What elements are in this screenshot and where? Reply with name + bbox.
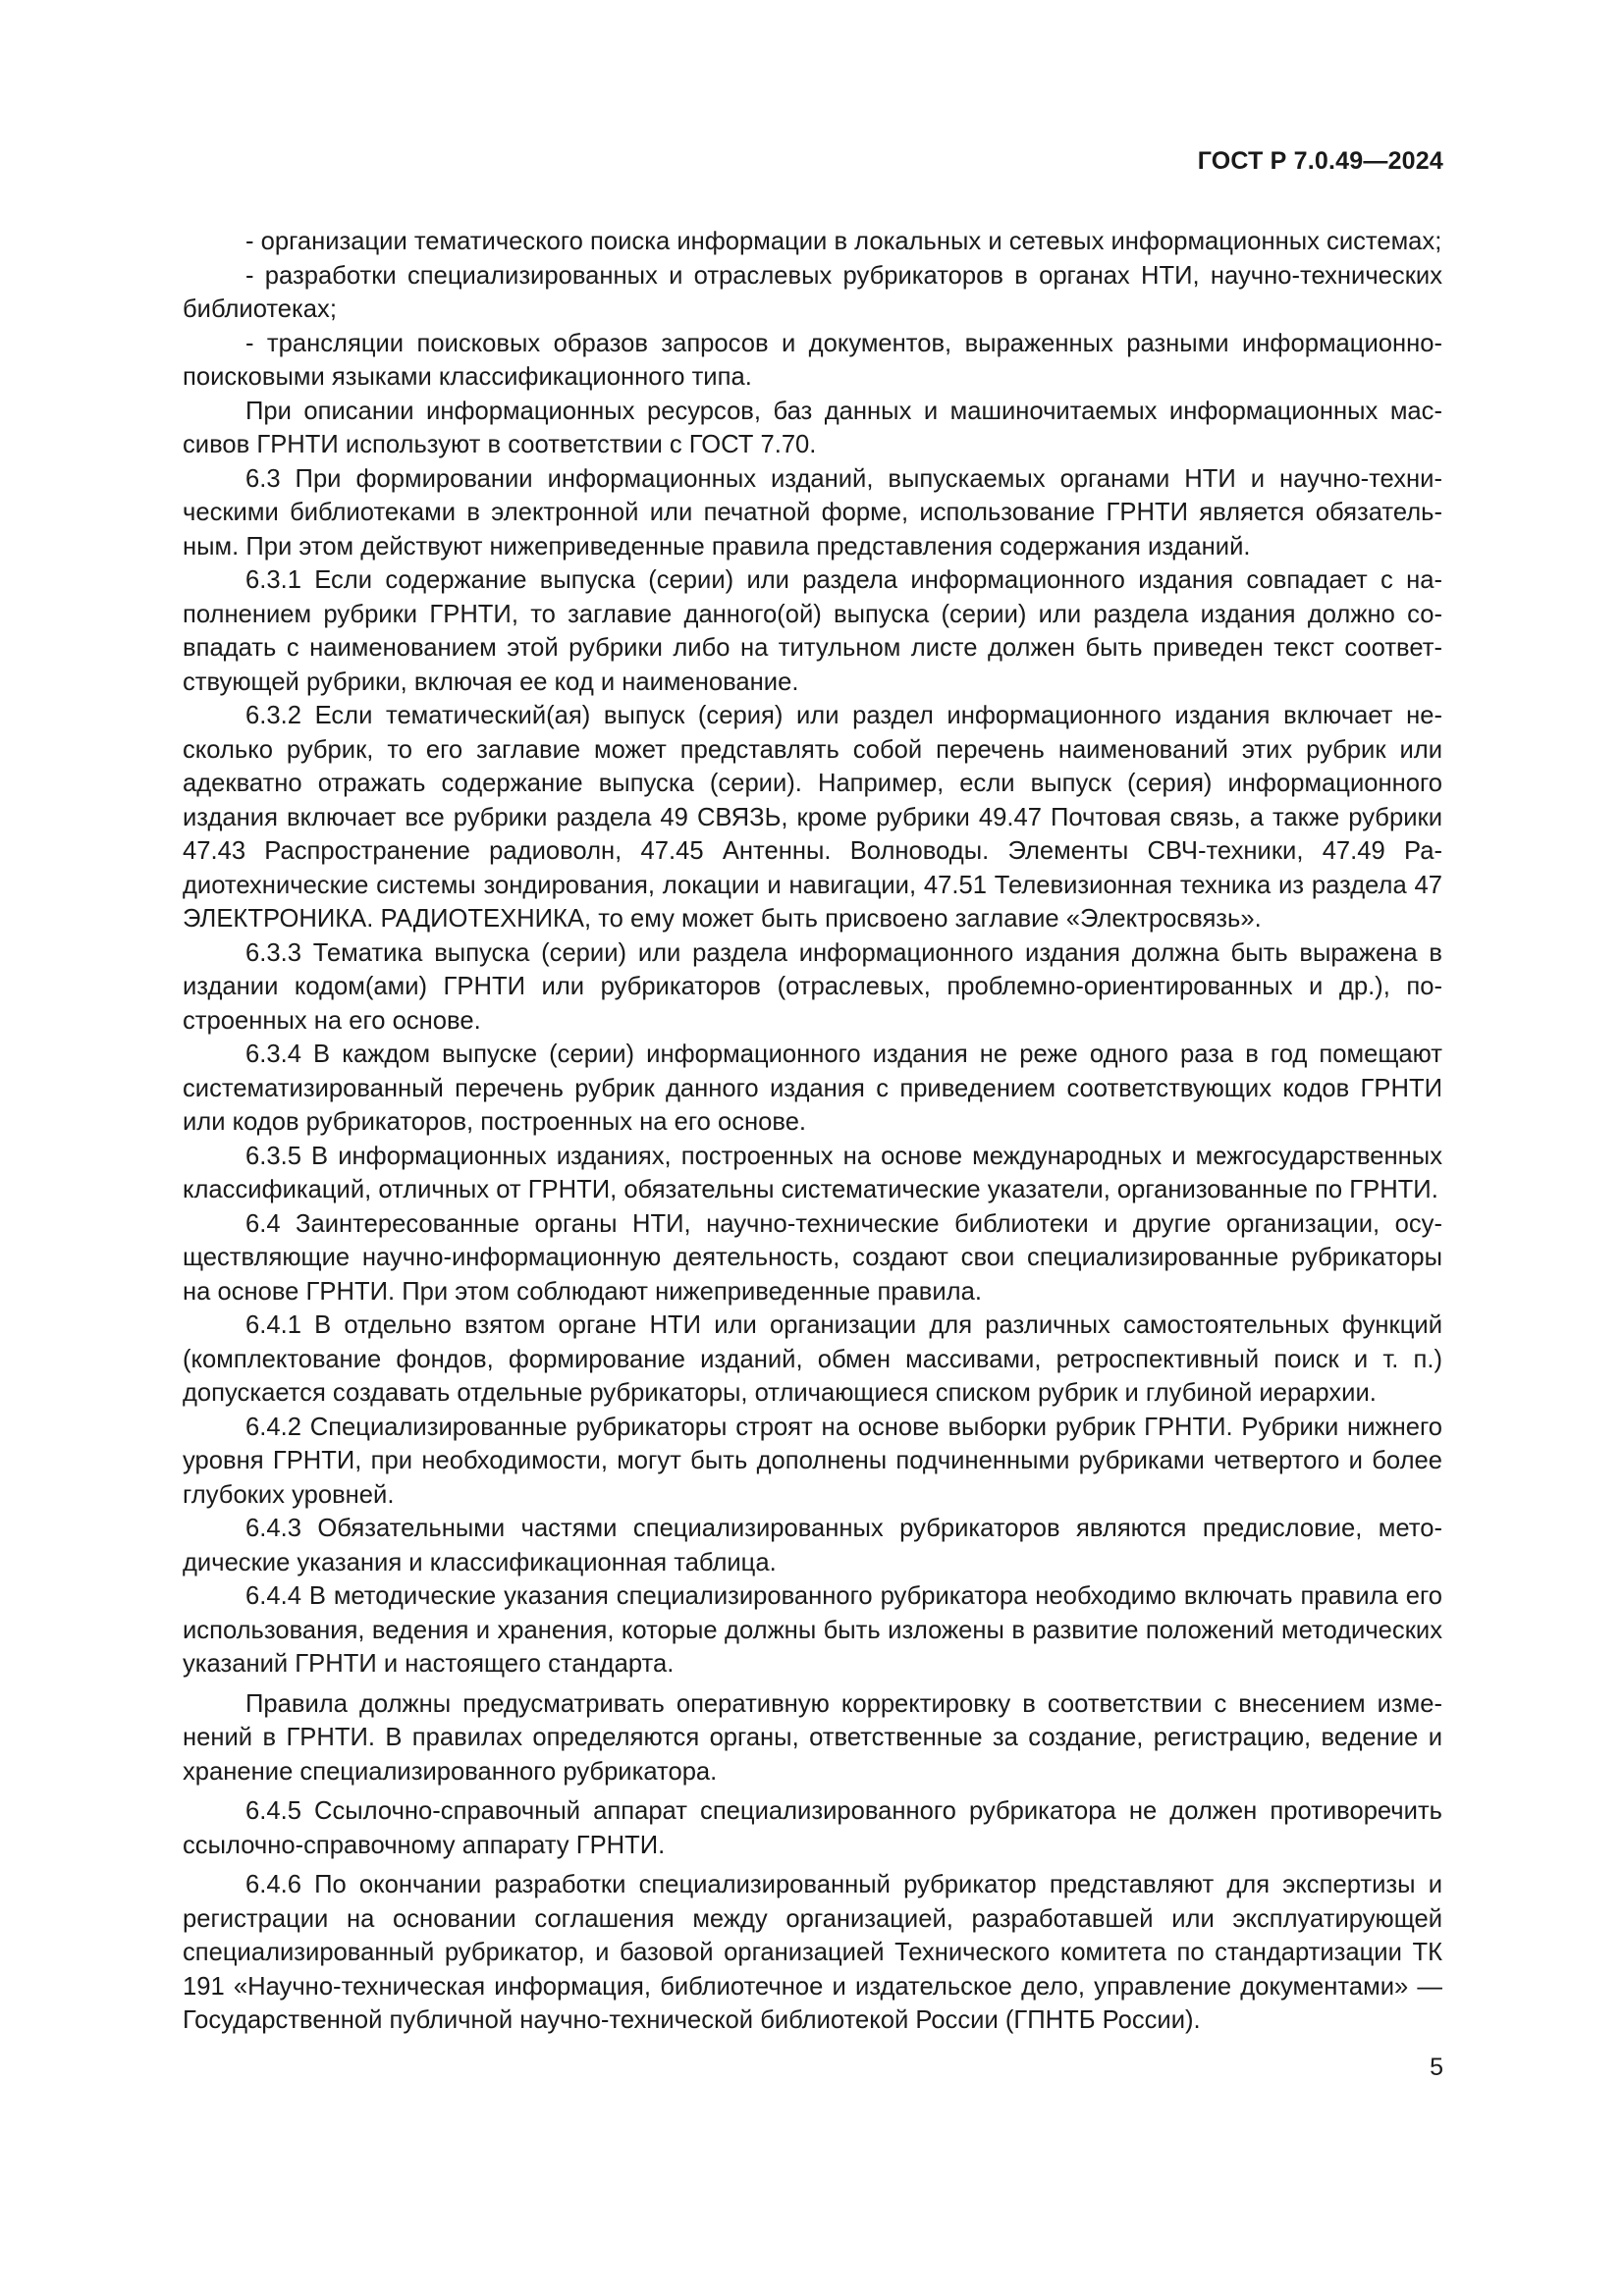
paragraph: - разработки специализированных и отраслевых рубрикаторов в органах НТИ, научно-технических библиотеках; bbox=[183, 261, 1442, 323]
paragraph: 6.3.2 Если тематический(ая) выпуск (серия) или раздел информационного издания включает несколько рубрик, то его заглавие может представлять собой перечень наименований этих рубрик или адекватно отражать содержание выпуска (серии). Например, если выпуск (серия) информационного издания включает все рубрики раздела 49 СВЯЗЬ, кроме рубрики 49.47 Почтовая связь, а также рубрики 47.43 Распространение радиоволн, 47.45 Антенны. Волноводы. Элементы СВЧ-техники, 47.49 Радиотехнические системы зондирования, локации и навигации, 47.51 Телевизионная техника из раздела 47 ЭЛЕКТРОНИКА. РАДИОТЕХНИКА, то ему может быть присвоено заглавие «Электросвязь». bbox=[183, 702, 1442, 933]
paragraph: 6.4.3 Обязательными частями специализированных рубрикаторов являются предисловие, методические указания и классификационная таблица. bbox=[183, 1515, 1442, 1576]
paragraph: При описании информационных ресурсов, баз данных и машиночитаемых информационных массивов ГРНТИ используют в соответствии с ГОСТ 7.70. bbox=[183, 397, 1442, 458]
document-header: ГОСТ Р 7.0.49—2024 bbox=[1197, 147, 1443, 175]
paragraph: 6.4.4 В методические указания специализированного рубрикатора необходимо включать правила его использования, ведения и хранения, которые должны быть изложены в развитие положений методических указаний ГРНТИ и настоящего стандарта. bbox=[183, 1582, 1442, 1678]
paragraph: Правила должны предусматривать оперативную корректировку в соответствии с внесением изменений в ГРНТИ. В правилах определяются органы, ответственные за создание, регистрацию, ведение и хранение специализированного рубрикатора. bbox=[183, 1689, 1442, 1786]
paragraph: 6.4.6 По окончании разработки специализированный рубрикатор представляют для экспертизы и регистрации на основании соглашения между организацией, разработавшей или эксплуатирующей специализированный рубрикатор, и базовой организацией Технического комитета по стандартизации ТК 191 «Научно-техническая информация, библиотечное и издательское дело, управление документами» — Государственной публичной научно-технической библиотекой России (ГПНТБ России). bbox=[183, 1871, 1442, 2034]
paragraph: 6.4.1 В отдельно взятом органе НТИ или организации для различных самостоятельных функций (комплектование фондов, формирование изданий, обмен массивами, ретроспективный поиск и т. п.) допускается создавать отдельные рубрикаторы, отличающиеся списком рубрик и глубиной иерархии. bbox=[183, 1311, 1442, 1407]
paragraph: 6.3.4 В каждом выпуске (серии) информационного издания не реже одного раза в год помещают систематизированный перечень рубрик данного издания с приведением соответствующих кодов ГРНТИ или кодов рубрикаторов, построенных на его основе. bbox=[183, 1041, 1442, 1136]
paragraph: 6.3 При формировании информационных изданий, выпускаемых органами НТИ и научно-техническими библиотеками в электронной или печатной форме, использование ГРНТИ является обязательным. При этом действуют нижеприведенные правила представления содержания изданий. bbox=[183, 464, 1442, 561]
page-number: 5 bbox=[1430, 2054, 1443, 2081]
paragraph: - трансляции поисковых образов запросов и документов, выраженных разными информационно-поисковыми языками классификационного типа. bbox=[183, 329, 1442, 391]
paragraph: 6.4.5 Ссылочно-справочный аппарат специализированного рубрикатора не должен противоречить ссылочно-справочному аппарату ГРНТИ. bbox=[183, 1797, 1442, 1859]
paragraph: 6.4 Заинтересованные органы НТИ, научно-технические библиотеки и другие организации, осуществляющие научно-информационную деятельность, создают свои специализированные рубрикаторы на основе ГРНТИ. При этом соблюдают нижеприведенные правила. bbox=[183, 1209, 1442, 1306]
paragraph: - организации тематического поиска информации в локальных и сетевых информационных системах; bbox=[245, 228, 1442, 255]
paragraph: 6.4.2 Специализированные рубрикаторы строят на основе выборки рубрик ГРНТИ. Рубрики нижнего уровня ГРНТИ, при необходимости, могут быть дополнены подчиненными рубриками четвертого и более глубоких уровней. bbox=[183, 1413, 1442, 1509]
paragraph: 6.3.3 Тематика выпуска (серии) или раздела информационного издания должна быть выражена в издании кодом(ами) ГРНТИ или рубрикаторов (отраслевых, проблемно-ориентированных и др.), построенных на его основе. bbox=[183, 938, 1442, 1035]
paragraph: 6.3.5 В информационных изданиях, построенных на основе международных и межгосударственных классификаций, отличных от ГРНТИ, обязательны систематические указатели, организованные по ГРНТИ. bbox=[183, 1142, 1442, 1203]
document-body bbox=[183, 225, 1442, 2038]
paragraph: 6.3.1 Если содержание выпуска (серии) или раздела информационного издания совпадает с наполнением рубрики ГРНТИ, то заглавие данного(ой) выпуска (серии) или раздела издания должно совпадать с наименованием этой рубрики либо на титульном листе должен быть приведен текст соответствующей рубрики, включая ее код и наименование. bbox=[183, 566, 1442, 696]
